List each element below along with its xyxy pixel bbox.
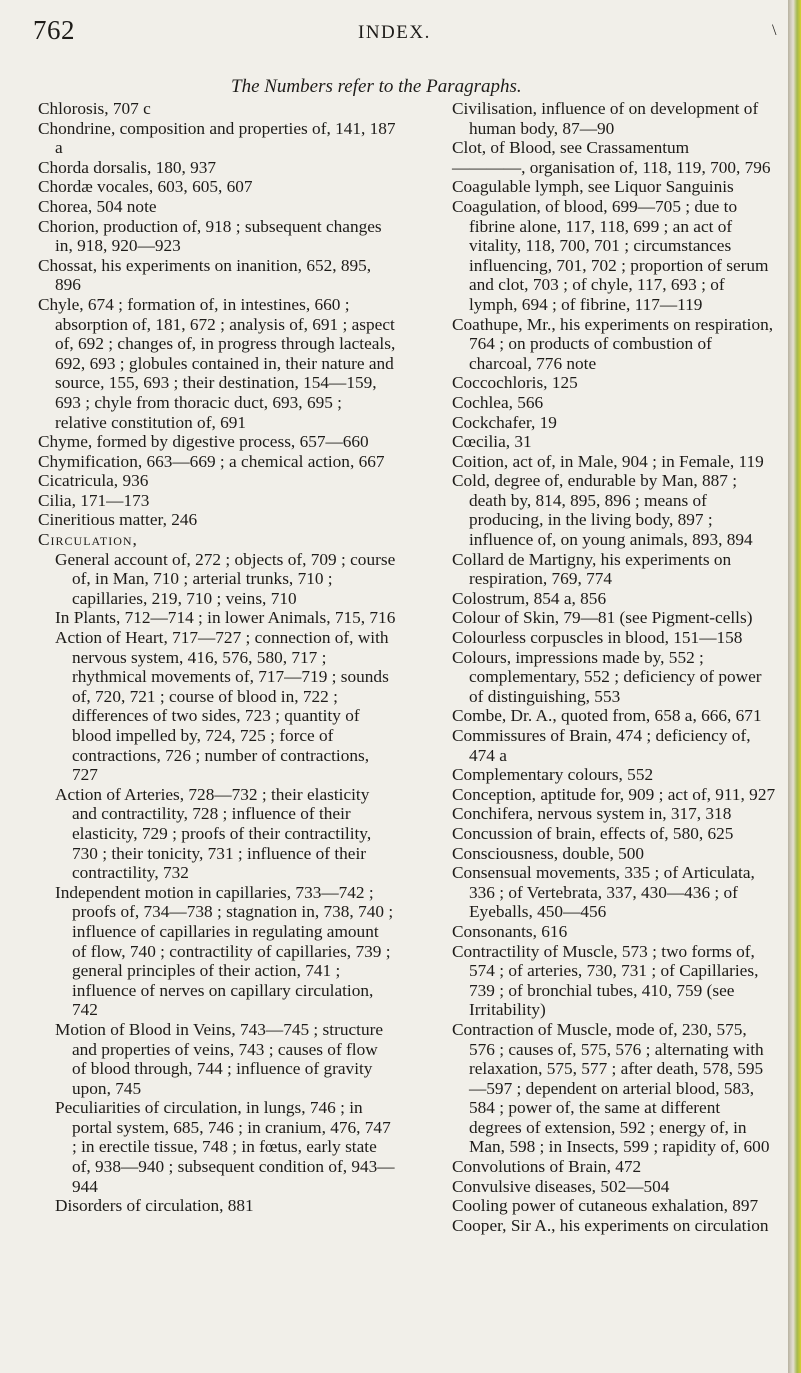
index-entry: Chymification, 663—669 ; a chemical action, 667 bbox=[38, 451, 385, 471]
index-entry: ————, organisation of, 118, 119, 700, 796 bbox=[452, 157, 771, 177]
index-entry: Consensual movements, 335 ; of Articulata, 336 ; of Vertebrata, 337, 430—436 ; of Eyeballs, 450—456 bbox=[452, 863, 755, 922]
index-entry: Coition, act of, in Male, 904 ; in Female, 119 bbox=[452, 451, 764, 471]
index-heading: Circulation, bbox=[38, 530, 138, 550]
running-head: INDEX. bbox=[358, 22, 431, 43]
index-entry: Combe, Dr. A., quoted from, 658 a, 666, 671 bbox=[452, 706, 762, 726]
index-entry: Cicatricula, 936 bbox=[38, 471, 149, 491]
index-subtitle: The Numbers refer to the Paragraphs. bbox=[231, 76, 522, 97]
index-entry: Colourless corpuscles in blood, 151—158 bbox=[452, 628, 743, 648]
index-entry: Colostrum, 854 a, 856 bbox=[452, 588, 607, 608]
index-entry: Cochlea, 566 bbox=[452, 392, 544, 412]
index-entry: Chordæ vocales, 603, 605, 607 bbox=[38, 177, 253, 197]
left-column bbox=[38, 99, 396, 1216]
index-entry: Concussion of brain, effects of, 580, 625 bbox=[452, 823, 734, 843]
index-entry: Chorda dorsalis, 180, 937 bbox=[38, 157, 217, 177]
index-entry: Convulsive diseases, 502—504 bbox=[452, 1176, 670, 1196]
index-entry: Colour of Skin, 79—81 (see Pigment-cells) bbox=[452, 608, 753, 628]
index-entry: In Plants, 712—714 ; in lower Animals, 715, 716 bbox=[55, 608, 396, 628]
index-entry: Cold, degree of, endurable by Man, 887 ; death by, 814, 895, 896 ; means of producing, in the living body, 897 ; influence of, on young animals, 893, 894 bbox=[452, 471, 753, 550]
index-entry: Complementary colours, 552 bbox=[452, 765, 654, 785]
index-entry: Consciousness, double, 500 bbox=[452, 843, 645, 863]
index-entry: Contraction of Muscle, mode of, 230, 575, 576 ; causes of, 575, 576 ; alternating with relaxation, 575, 577 ; after death, 578, 595—597 ; dependent on arterial blood, 583, 584 ; power of, the same at different degrees of extension, 592 ; energy of, in Man, 598 ; in Insects, 599 ; rapidity of, 600 bbox=[452, 1019, 770, 1157]
index-entry: Clot, of Blood, see Crassamentum bbox=[452, 138, 690, 158]
index-entry: Chyle, 674 ; formation of, in intestines, 660 ; absorption of, 181, 672 ; analysis of, 691 ; aspect of, 692 ; changes of, in progress through lacteals, 692, 693 ; globules contained in, their nature and source, 155, 693 ; their destination, 154—159, 693 ; chyle from thoracic duct, 693, 695 ; relative constitution of, 691 bbox=[38, 294, 396, 432]
index-entry: Consonants, 616 bbox=[452, 921, 568, 941]
index-entry: Peculiarities of circulation, in lungs, 746 ; in portal system, 685, 746 ; in cranium, 476, 747 ; in erectile tissue, 748 ; in fœtus, early state of, 938—940 ; subsequent condition of, 943—944 bbox=[55, 1098, 395, 1196]
index-entry: Colours, impressions made by, 552 ; complementary, 552 ; deficiency of power of distinguishing, 553 bbox=[452, 647, 762, 706]
index-entry: Convolutions of Brain, 472 bbox=[452, 1157, 642, 1177]
index-entry: Chondrine, composition and properties of, 141, 187 a bbox=[38, 118, 396, 158]
right-column bbox=[452, 99, 776, 1235]
index-entry: Contractility of Muscle, 573 ; two forms of, 574 ; of arteries, 730, 731 ; of Capillaries, 739 ; of bronchial tubes, 410, 759 (see Irritability) bbox=[452, 941, 759, 1020]
index-entry: Disorders of circulation, 881 bbox=[55, 1196, 254, 1216]
index-entry: General account of, 272 ; objects of, 709 ; course of, in Man, 710 ; arterial trunks, 710 ; capillaries, 219, 710 ; veins, 710 bbox=[55, 549, 396, 608]
index-entry: Coagulable lymph, see Liquor Sanguinis bbox=[452, 177, 734, 197]
index-entry: Independent motion in capillaries, 733—742 ; proofs of, 734—738 ; stagnation in, 738, 740 ; influence of capillaries in regulating amount of flow, 740 ; contractility of capillaries, 739 ; general principles of their action, 741 ; influence of nerves on capillary circulation, 742 bbox=[55, 882, 394, 1020]
index-entry: Chorion, production of, 918 ; subsequent changes in, 918, 920—923 bbox=[38, 216, 382, 256]
index-entry: Cœcilia, 31 bbox=[452, 432, 532, 452]
page-edge bbox=[788, 0, 801, 1373]
index-entry: Commissures of Brain, 474 ; deficiency of, 474 a bbox=[452, 726, 751, 765]
index-entry: Coccochloris, 125 bbox=[452, 373, 578, 393]
index-entry: Coagulation, of blood, 699—705 ; due to fibrine alone, 117, 118, 699 ; an act of vitality, 118, 700, 701 ; circumstances influencing, 701, 702 ; proportion of serum and clot, 703 ; of chyle, 117, 693 ; of lymph, 694 ; of fibrine, 117—119 bbox=[452, 196, 769, 314]
index-entry: Cilia, 171—173 bbox=[38, 490, 150, 510]
index-entry: Conception, aptitude for, 909 ; act of, 911, 927 bbox=[452, 784, 776, 804]
corner-mark: \ bbox=[772, 22, 777, 39]
index-entry: Motion of Blood in Veins, 743—745 ; structure and properties of veins, 743 ; causes of flow of blood through, 744 ; influence of gravity upon, 745 bbox=[55, 1019, 384, 1098]
index-entry: Chorea, 504 note bbox=[38, 196, 157, 216]
index-entry: Cineritious matter, 246 bbox=[38, 510, 198, 530]
index-entry: Collard de Martigny, his experiments on respiration, 769, 774 bbox=[452, 549, 732, 589]
index-entry: Chyme, formed by digestive process, 657—660 bbox=[38, 432, 369, 452]
index-entry: Action of Arteries, 728—732 ; their elasticity and contractility, 728 ; influence of their elasticity, 729 ; proofs of their contractility, 730 ; their tonicity, 731 ; influence of their contractility, 732 bbox=[55, 784, 372, 883]
index-entry: Civilisation, influence of on development of human body, 87—90 bbox=[452, 99, 759, 138]
index-entry: Chlorosis, 707 c bbox=[38, 99, 151, 118]
index-entry: Coathupe, Mr., his experiments on respiration, 764 ; on products of combustion of charcoal, 776 note bbox=[452, 314, 774, 373]
page-number: 762 bbox=[33, 15, 75, 45]
index-entry: Action of Heart, 717—727 ; connection of, with nervous system, 416, 576, 580, 717 ; rhythmical movements of, 717—719 ; sounds of, 720, 721 ; course of blood in, 722 ; differences of two sides, 723 ; quantity of blood impelled by, 724, 725 ; force of contractions, 726 ; number of contractions, 727 bbox=[55, 628, 389, 785]
index-entry: Cockchafer, 19 bbox=[452, 412, 557, 432]
index-entry: Cooling power of cutaneous exhalation, 897 bbox=[452, 1196, 759, 1216]
index-entry: Conchifera, nervous system in, 317, 318 bbox=[452, 804, 732, 824]
index-entry: Chossat, his experiments on inanition, 652, 895, 896 bbox=[38, 255, 372, 295]
index-entry: Cooper, Sir A., his experiments on circulation bbox=[452, 1215, 769, 1235]
